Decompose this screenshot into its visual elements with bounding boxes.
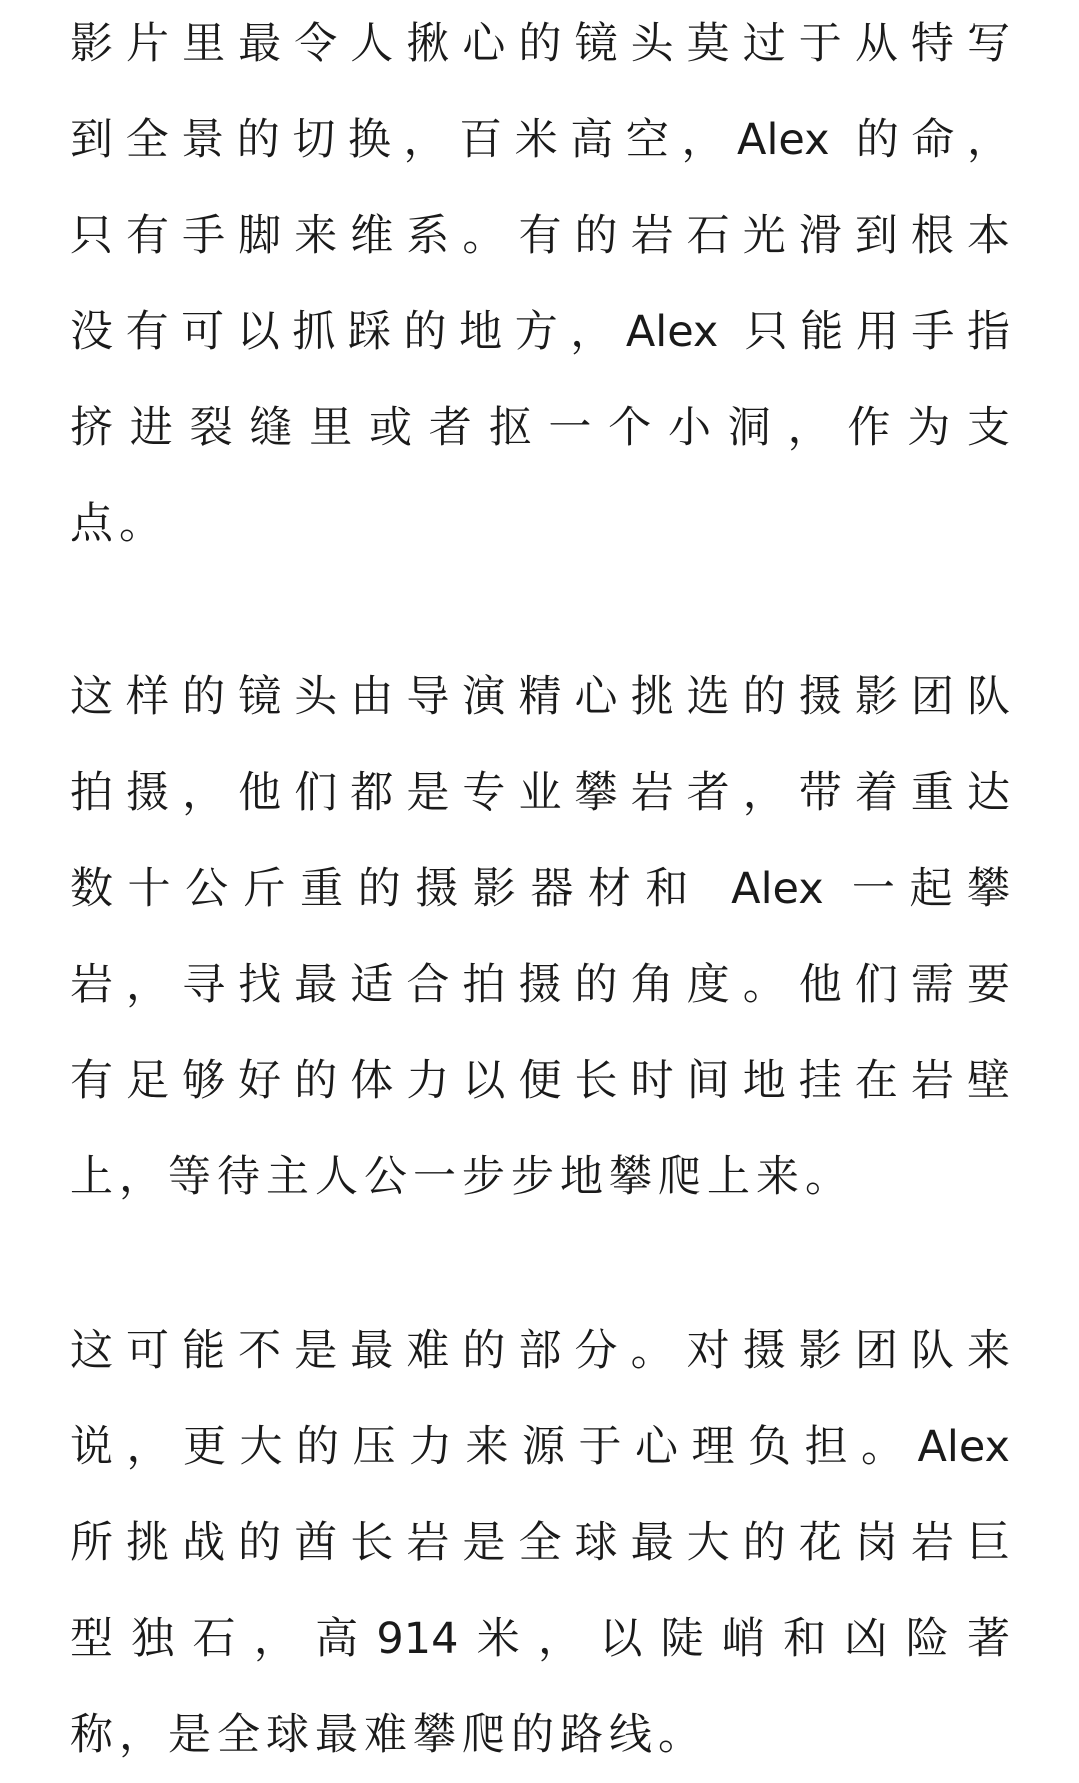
text-line: 点。 — [70, 499, 168, 549]
text-line: 型独石，高914米，以陡峭和凶险著 — [70, 1614, 1010, 1664]
text-line: 没有可以抓踩的地方，Alex 只能用手指 — [70, 307, 1010, 357]
text-line: 挤进裂缝里或者抠一个小洞，作为支 — [70, 403, 1010, 453]
text-line: 这样的镜头由导演精心挑选的摄影团队 — [70, 672, 1010, 722]
paragraph-1 — [70, 0, 1010, 572]
text-line: 只有手脚来维系。有的岩石光滑到根本 — [70, 211, 1010, 261]
text-line: 数十公斤重的摄影器材和 Alex 一起攀 — [70, 864, 1010, 914]
text-line: 拍摄，他们都是专业攀岩者，带着重达 — [70, 768, 1010, 818]
text-line: 称，是全球最难攀爬的路线。 — [70, 1710, 707, 1760]
text-line: 说，更大的压力来源于心理负担。Alex — [70, 1422, 1010, 1472]
text-line: 岩，寻找最适合拍摄的角度。他们需要 — [70, 960, 1010, 1010]
text-line: 所挑战的酋长岩是全球最大的花岗岩巨 — [70, 1518, 1010, 1568]
text-line: 影片里最令人揪心的镜头莫过于从特写 — [70, 19, 1010, 69]
text-line: 到全景的切换，百米高空，Alex 的命， — [70, 115, 1010, 165]
text-line: 这可能不是最难的部分。对摄影团队来 — [70, 1326, 1010, 1376]
paragraph-3 — [70, 1303, 1010, 1783]
paragraph-2 — [70, 649, 1010, 1225]
text-line: 上，等待主人公一步步地攀爬上来。 — [70, 1152, 854, 1202]
text-line: 有足够好的体力以便长时间地挂在岩壁 — [70, 1056, 1010, 1106]
